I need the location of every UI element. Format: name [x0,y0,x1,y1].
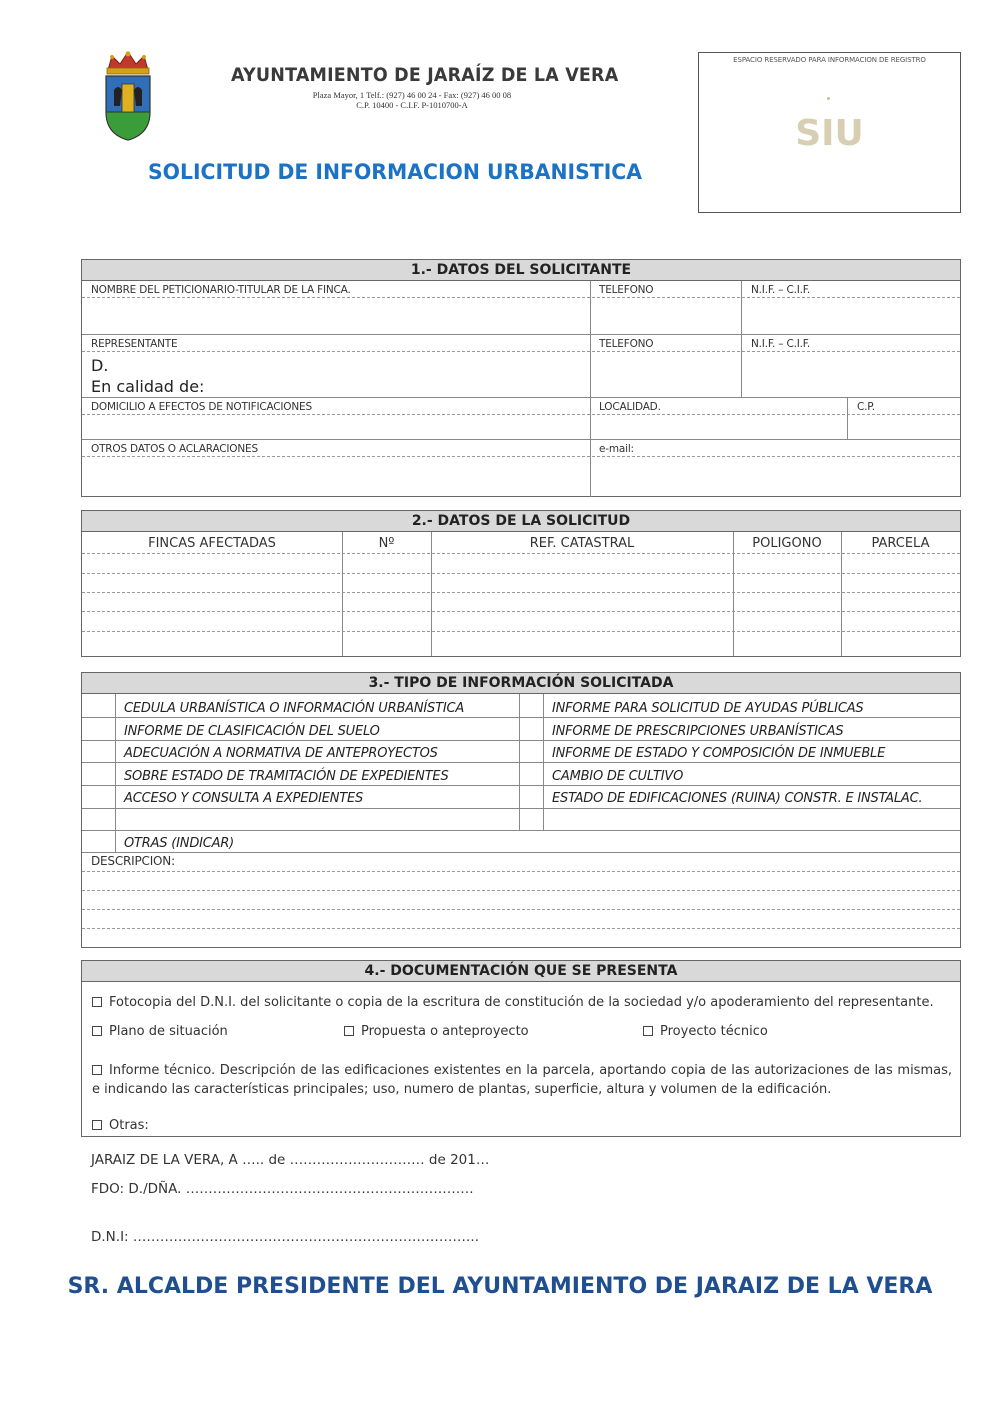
dni-line: D.N.I: ………………………………………………………………….. [91,1229,479,1245]
row-divider [82,631,960,632]
column-divider [590,281,591,497]
representative-d: D. [91,356,109,375]
doc-others [92,1118,149,1133]
checkbox-site-plan[interactable] [92,1026,102,1036]
row-divider [82,871,960,872]
doc-technical-project [643,1024,768,1039]
coat-of-arms-icon [100,50,156,142]
nif-label: N.I.F. – C.I.F. [751,284,811,296]
row-divider [82,909,960,910]
other-data-label: OTROS DATOS O ACLARACIONES [91,443,258,455]
section-heading: 4.- DOCUMENTACIÓN QUE SE PRESENTA [82,961,960,982]
municipality-postal-info: C.P. 10400 - C.I.F. P-1010700-A [356,100,468,110]
column-divider [741,281,742,397]
doc-site-plan [92,1024,228,1039]
doc-dni-copy [92,995,934,1010]
doc-others-label: Otras: [109,1118,149,1133]
postal-code-label: C.P. [857,401,875,413]
address-label: DOMICILIO A EFECTOS DE NOTIFICACIONES [91,401,312,413]
row-divider [82,573,960,574]
option-soil-classification: INFORME DE CLASIFICACIÓN DEL SUELO [124,724,380,739]
applicant-section [81,259,961,497]
representative-capacity: En calidad de: [91,377,205,396]
checkbox-public-aid[interactable] [520,695,542,716]
col-affected-properties: FINCAS AFECTADAS [148,536,276,551]
option-other: OTRAS (INDICAR) [124,836,235,851]
option-file-status: SOBRE ESTADO DE TRAMITACIÓN DE EXPEDIENTES [124,769,449,784]
checkbox-technical-project[interactable] [643,1026,653,1036]
municipality-address: Plaza Mayor, 1 Telf.: (927) 46 00 24 - Fax: (927) 46 00 08 [312,90,512,100]
option-crop-change: CAMBIO DE CULTIVO [552,769,684,784]
locality-label: LOCALIDAD. [599,401,661,413]
registry-box [698,52,961,213]
doc-proposal-label: Propuesta o anteproyecto [361,1024,529,1039]
checkbox-column-divider [115,694,116,852]
option-preproject-compliance: ADECUACIÓN A NORMATIVA DE ANTEPROYECTOS [124,746,438,761]
doc-technical-report [92,1061,952,1099]
row-divider [82,830,960,831]
rep-phone-label: TELEFONO [599,338,654,350]
column-divider [342,532,343,656]
row-divider [82,297,960,298]
row-divider [82,334,960,335]
registry-label: ESPACIO RESERVADO PARA INFORMACION DE REGISTRO [733,56,926,64]
col-parcel: PARCELA [871,536,930,551]
option-urban-prescriptions: INFORME DE PRESCRIPCIONES URBANÍSTICAS [552,724,844,739]
row-divider [82,808,960,809]
checkbox-soil-classification[interactable] [83,718,114,739]
doc-technical-report-label: Informe técnico. Descripción de las edificaciones existentes en la parcela, aportando copia de las autorizaciones de las mismas, e indicando las características principales; uso, numero de plantas, superficie, altura y volumen de la edificación. [92,1063,952,1097]
checkbox-ruin-state[interactable] [520,786,542,807]
registry-dot [827,97,830,100]
signed-by-line: FDO: D./DÑA. ………………………………………………………. [91,1181,474,1197]
doc-proposal [344,1024,529,1039]
representative-label: REPRESENTANTE [91,338,178,350]
phone-label: TELEFONO [599,284,654,296]
row-divider [82,852,960,853]
form-title: SOLICITUD DE INFORMACION URBANISTICA [148,160,643,184]
col-polygon: POLIGONO [752,536,822,551]
column-divider [431,532,432,656]
request-section [81,510,961,657]
section-heading: 2.- DATOS DE LA SOLICITUD [82,511,960,532]
checkbox-dni-copy[interactable] [92,997,102,1007]
checkbox-other[interactable] [83,831,114,851]
row-divider [82,414,960,415]
col-number: Nº [378,536,395,551]
description-label: DESCRIPCION: [91,854,175,868]
checkbox-file-status[interactable] [83,763,114,784]
info-type-section [81,672,961,948]
section-heading: 3.- TIPO DE INFORMACIÓN SOLICITADA [82,673,960,694]
row-divider [82,456,960,457]
name-label: NOMBRE DEL PETICIONARIO-TITULAR DE LA FINCA. [91,284,351,296]
row-divider [82,397,960,398]
column-divider [841,532,842,656]
email-label: e-mail: [599,443,634,455]
checkbox-building-state[interactable] [520,741,542,761]
option-public-aid: INFORME PARA SOLICITUD DE AYUDAS PÚBLICAS [552,701,864,716]
checkbox-others[interactable] [92,1120,102,1130]
registry-stamp: SIU [795,113,864,154]
doc-dni-copy-label: Fotocopia del D.N.I. del solicitante o copia de la escritura de constitución de la sociedad y/o apoderamiento del representante. [109,995,934,1010]
column-divider [847,397,848,439]
column-divider [733,532,734,656]
row-divider [82,351,960,352]
option-file-access: ACCESO Y CONSULTA A EXPEDIENTES [124,791,364,806]
rep-nif-label: N.I.F. – C.I.F. [751,338,811,350]
option-ruin-state: ESTADO DE EDIFICACIONES (RUINA) CONSTR. E INSTALAC. [552,791,923,806]
checkbox-crop-change[interactable] [520,763,542,784]
doc-site-plan-label: Plano de situación [109,1024,228,1039]
row-divider [82,890,960,891]
documentation-section [81,960,961,1137]
addressee: SR. ALCALDE PRESIDENTE DEL AYUNTAMIENTO DE JARAIZ DE LA VERA [67,1274,933,1299]
checkbox-column-divider [543,694,544,830]
checkbox-preproject-compliance[interactable] [83,741,114,761]
checkbox-urban-certificate[interactable] [83,695,114,716]
row-divider [82,928,960,929]
row-divider [82,611,960,612]
place-date-line: JARAIZ DE LA VERA, A ….. de ………………………… de 201… [91,1152,490,1168]
row-divider [82,553,960,554]
checkbox-file-access[interactable] [83,786,114,807]
checkbox-technical-report[interactable] [92,1065,102,1075]
row-divider [82,439,960,440]
section-heading: 1.- DATOS DEL SOLICITANTE [82,260,960,281]
option-building-state: INFORME DE ESTADO Y COMPOSICIÓN DE INMUEBLE [552,746,886,761]
row-divider [82,592,960,593]
municipality-title: AYUNTAMIENTO DE JARAÍZ DE LA VERA [231,64,619,86]
checkbox-urban-prescriptions[interactable] [520,718,542,739]
option-urban-certificate: CEDULA URBANÍSTICA O INFORMACIÓN URBANÍSTICA [124,701,465,716]
checkbox-proposal[interactable] [344,1026,354,1036]
col-cadastral-ref: REF. CATASTRAL [529,536,635,551]
doc-technical-project-label: Proyecto técnico [660,1024,768,1039]
